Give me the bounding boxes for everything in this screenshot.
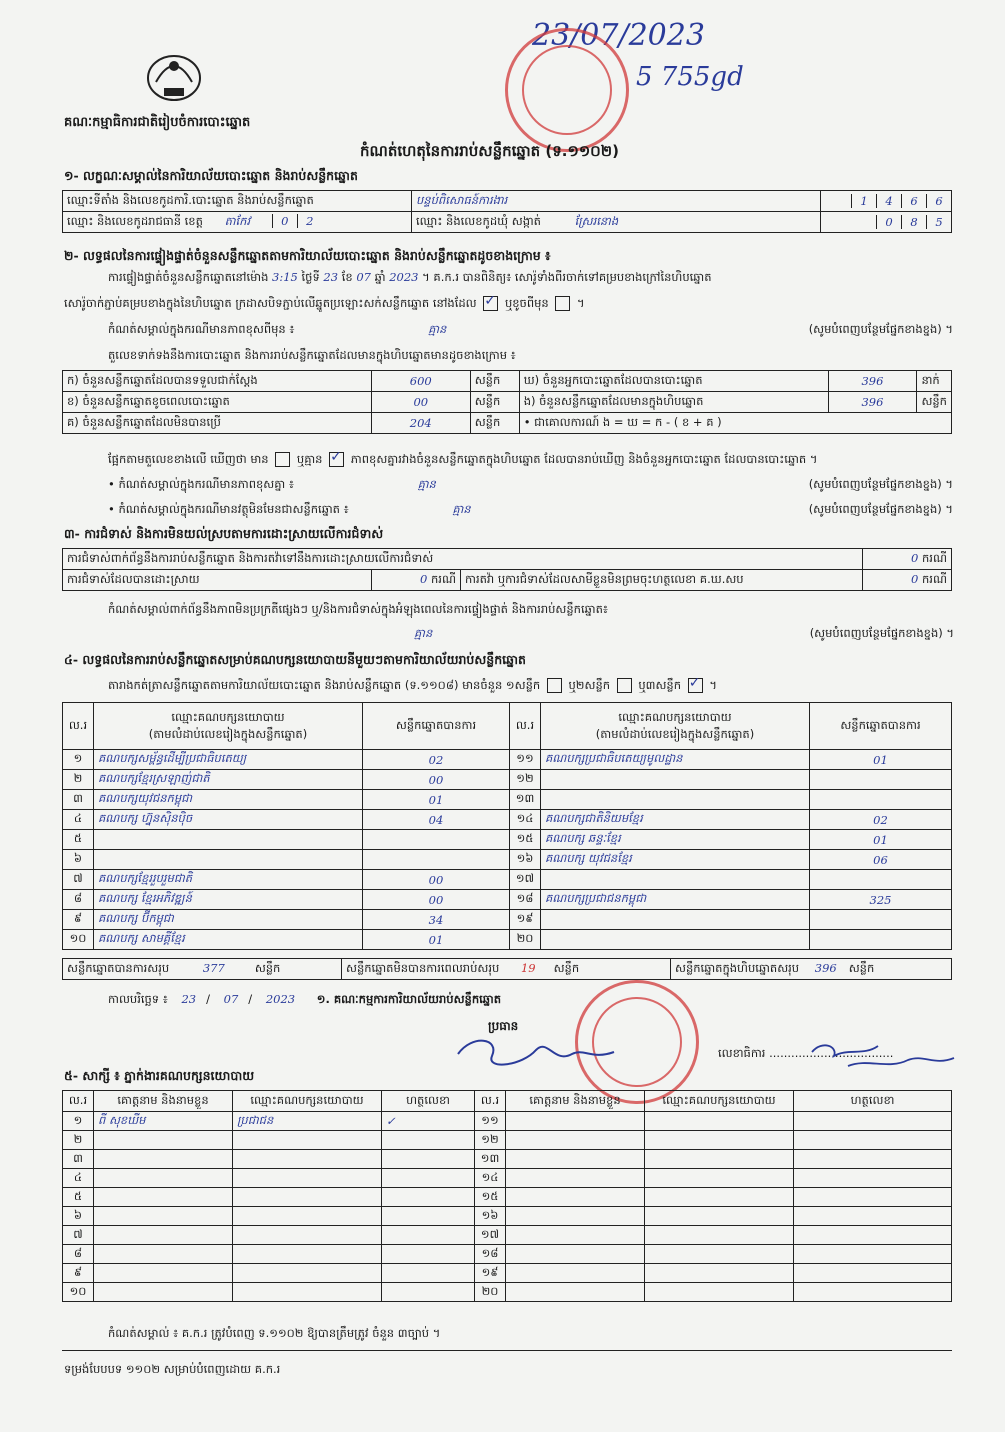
table-cell: 00 xyxy=(363,870,510,890)
table-cell: ៤ xyxy=(63,810,94,830)
table-cell: 04 xyxy=(363,810,510,830)
table-cell: ១៦ xyxy=(475,1207,506,1226)
handwritten-date: 23/07/2023 xyxy=(532,18,705,53)
row1-label: ឈ្មោះទីតាំង និងលេខកូដការិ.បោះឆ្នោត និងរាប់សន្លឹកឆ្នោត xyxy=(63,191,412,212)
table-cell xyxy=(541,770,810,790)
table-cell: ៩ xyxy=(63,1264,94,1283)
table-cell xyxy=(233,1169,382,1188)
table-cell xyxy=(94,1283,233,1302)
has-difference-checkbox[interactable] xyxy=(275,452,290,467)
row1-code: 1 4 6 6 xyxy=(821,191,952,212)
table-cell xyxy=(810,870,952,890)
table-cell: គណបក្ស ប៊ីកម្ពុជា xyxy=(94,910,363,930)
table-cell: ១២ xyxy=(510,770,541,790)
table-cell xyxy=(506,1150,645,1169)
table-row xyxy=(63,750,952,770)
section3-title: ៣- ការជំទាស់ និងការមិនយល់ស្របតាមការដោះស្រាយលើការជំទាស់ xyxy=(64,526,384,541)
table-row xyxy=(63,850,952,870)
table-cell xyxy=(794,1188,952,1207)
table-cell: 325 xyxy=(810,890,952,910)
section1-title: ១- លក្ខណៈសម្គាល់នៃការិយាល័យបោះឆ្នោត និងរាប់សន្លឹកឆ្នោត xyxy=(64,168,358,183)
secretary-signature xyxy=(808,1036,958,1076)
table-row xyxy=(63,1264,952,1283)
table-cell xyxy=(506,1264,645,1283)
table-cell: ៥ xyxy=(63,1188,94,1207)
table-cell: 01 xyxy=(363,790,510,810)
table-cell: គណបក្សយុវជនកម្ពុជា xyxy=(94,790,363,810)
table-cell: ១ xyxy=(63,1112,94,1131)
table-cell: ៨ xyxy=(63,1245,94,1264)
table-cell: 34 xyxy=(363,910,510,930)
three-sheet-checkbox[interactable] xyxy=(688,678,703,693)
table-cell xyxy=(645,1150,794,1169)
chair-signature xyxy=(452,1030,622,1072)
table-row xyxy=(63,1226,952,1245)
table-cell xyxy=(94,850,363,870)
footer-divider xyxy=(62,1350,952,1351)
table-cell xyxy=(363,850,510,870)
table-row xyxy=(63,870,952,890)
table-cell: ២០ xyxy=(475,1283,506,1302)
table-cell xyxy=(363,830,510,850)
table-cell xyxy=(94,1131,233,1150)
figures-intro: តួលេខទាក់ទងនឹងការបោះឆ្នោត និងការរាប់សន្លឹកឆ្នោតដែលមានក្នុងហិបឆ្នោតមានដូចខាងក្រោម ៖ xyxy=(108,348,516,362)
table-cell: ២ xyxy=(63,770,94,790)
table-cell: គណបក្ស ឆន្ទៈខ្មែរ xyxy=(541,830,810,850)
handwritten-ref: 5 755gd xyxy=(636,62,744,92)
table-cell xyxy=(94,1264,233,1283)
table-cell xyxy=(645,1207,794,1226)
table-cell xyxy=(94,1207,233,1226)
note-line: កំណត់សម្គាល់ក្នុងករណីមានភាពខុសពីមុន ៖ គ្មាន (សូមបំពេញបន្ថែមផ្នែកខាងខ្នង) ។ xyxy=(108,322,953,336)
table-row xyxy=(63,930,952,950)
table-cell: គណបក្ស ហ្វ៊ុនស៊ិនប៉ិច xyxy=(94,810,363,830)
table-cell: គណបក្សខ្មែររួបរួមជាតិ xyxy=(94,870,363,890)
table-cell xyxy=(645,1131,794,1150)
table-cell: ១៦ xyxy=(510,850,541,870)
table-cell: ១៣ xyxy=(510,790,541,810)
table-cell: ១១ xyxy=(475,1112,506,1131)
table-cell xyxy=(506,1245,645,1264)
table-cell: ១ xyxy=(63,750,94,770)
table-cell: ១៩ xyxy=(510,910,541,930)
table-cell: ១៩ xyxy=(475,1264,506,1283)
section1-table xyxy=(62,190,952,233)
table-row xyxy=(63,1150,952,1169)
table-cell: ១៧ xyxy=(510,870,541,890)
table-cell xyxy=(794,1226,952,1245)
table-cell xyxy=(233,1226,382,1245)
table-cell: ១៣ xyxy=(475,1150,506,1169)
table-cell: 01 xyxy=(363,930,510,950)
intact-checkbox[interactable] xyxy=(483,296,498,311)
table-cell: 01 xyxy=(810,830,952,850)
table-cell: 06 xyxy=(810,850,952,870)
table-cell: ពី សុខឃីម xyxy=(94,1112,233,1131)
table-cell xyxy=(794,1283,952,1302)
table-cell xyxy=(382,1264,475,1283)
table-cell: 00 xyxy=(363,890,510,910)
table-cell xyxy=(810,930,952,950)
table-cell xyxy=(810,790,952,810)
secretary-label: លេខាធិការ .................................. xyxy=(718,1046,894,1060)
table-cell: ១០ xyxy=(63,930,94,950)
diff-note: • កំណត់សម្គាល់ក្នុងករណីមានភាពខុសគ្នា ៖ គ្មាន (សូមបំពេញបន្ថែមផ្នែកខាងខ្នង) ។ xyxy=(108,477,953,491)
table-cell: គណបក្សជាតិនិយមខ្មែរ xyxy=(541,810,810,830)
witness-table: ល.រ គោត្តនាម និងនាមខ្លួន ឈ្មោះគណបក្សនយោបាយ ហត្ថលេខា ល.រ គោត្តនាម និងនាមខ្លួន ឈ្មោះគណបក្សនយោបាយ ហត្ថលេខា ១ ពី សុខឃីម ប្រជាជន ✓ ១១ ២ ១២ ៣ ១៣ ៤ ១៤ ៥ ១៥ ៦ ១៦ ៧ ១៧ ៨ ១៨ ៩ ១៩ ១០ ២០ xyxy=(62,1090,952,1302)
table-cell xyxy=(645,1283,794,1302)
form-footer: ទម្រង់បែបបទ ១១០២ សម្រាប់បំពេញដោយ គ.ក.រ xyxy=(64,1362,281,1376)
table-cell xyxy=(233,1150,382,1169)
table-cell: ៣ xyxy=(63,1150,94,1169)
footer-note: កំណត់សម្គាល់ ៖ គ.ក.រ ត្រូវបំពេញ ទ.១១០២ ឱ្យបានត្រឹមត្រូវ ចំនួន ៣ច្បាប់ ។ xyxy=(108,1326,441,1340)
table-cell xyxy=(506,1169,645,1188)
table-cell xyxy=(382,1245,475,1264)
table-cell: ១០ xyxy=(63,1283,94,1302)
table-cell: គណបក្សប្រជាធិបតេយ្យមូលដ្ឋាន xyxy=(541,750,810,770)
form-title: កំណត់ហេតុនៃការរាប់សន្លឹកឆ្នោត (ទ.១១០២) xyxy=(360,142,620,160)
table-cell xyxy=(382,1131,475,1150)
table-cell xyxy=(382,1226,475,1245)
table-cell xyxy=(541,870,810,890)
table-cell: គណបក្ស សាមគ្គីខ្មែរ xyxy=(94,930,363,950)
table-cell xyxy=(382,1283,475,1302)
table-cell xyxy=(506,1131,645,1150)
date-line: កាលបរិច្ឆេទ ៖ 23 / 07 / 2023 ១. គណៈកម្មការការិយាល័យរាប់សន្លឹកឆ្នោត xyxy=(108,992,502,1006)
figures-table: ក) ចំនួនសន្លឹកឆ្នោតដែលបានទទួលជាក់ស្តែង 600 សន្លឹក ឃ) ចំនួនអ្នកបោះឆ្នោតដែលបានបោះឆ្នោត 396 នាក់ ខ) ចំនួនសន្លឹកឆ្នោតខូចពេលបោះឆ្នោត 00 សន្លឹក ង) ចំនួនសន្លឹកឆ្នោតដែលមានក្នុងហិបឆ្នោត 396 សន្លឹក គ) ចំនួនសន្លឹកឆ្នោតដែលមិនបានប្រើ 204 សន្លឹក • ជាគោលការណ៍ ង = ឃ = ក - ( ខ + គ ) xyxy=(62,370,952,434)
one-sheet-checkbox[interactable] xyxy=(547,678,562,693)
totals-table: សន្លឹកឆ្នោតបានការសរុប 377 សន្លឹក សន្លឹកឆ្នោតមិនបានការពេលរាប់សរុប 19 សន្លឹក សន្លឹកឆ្នោតក្នុងហិបឆ្នោតសរុប 396 សន្លឹក xyxy=(62,958,952,980)
extra-note: • កំណត់សម្គាល់ក្នុងករណីមានវត្ថុមិនមែនជាសន្លឹកឆ្នោត ៖ គ្មាន (សូមបំពេញបន្ថែមផ្នែកខាងខ្នង) ។ xyxy=(108,502,953,516)
table-cell xyxy=(382,1169,475,1188)
table-cell xyxy=(645,1264,794,1283)
table-cell: គណបក្សខ្មែរស្រឡាញ់ជាតិ xyxy=(94,770,363,790)
row2-label: ឈ្មោះ និងលេខកូដរាជធានី ខេត្ត តាកែវ 0 2 xyxy=(63,212,412,233)
table-cell: ៩ xyxy=(63,910,94,930)
table-row xyxy=(63,1112,952,1131)
table-cell: ១២ xyxy=(475,1131,506,1150)
table-cell xyxy=(506,1226,645,1245)
table-row xyxy=(63,770,952,790)
section3-note-value: គ្មាន (សូមបំពេញបន្ថែមផ្នែកខាងខ្នង) ។ xyxy=(414,626,954,640)
table-cell: ២ xyxy=(63,1131,94,1150)
emblem-logo xyxy=(138,40,210,106)
table-cell xyxy=(645,1169,794,1188)
table-cell xyxy=(94,1169,233,1188)
table-cell xyxy=(382,1150,475,1169)
table-cell: ១៥ xyxy=(510,830,541,850)
table-cell: ៦ xyxy=(63,1207,94,1226)
objection-table: ការជំទាស់ពាក់ព័ន្ធនឹងការរាប់សន្លឹកឆ្នោត និងការតវ៉ាទៅនឹងការដោះស្រាយលើការជំទាស់ 0 ករណី ការជំទាស់ដែលបានដោះស្រាយ 0 ករណី ការតវ៉ា ឬការជំទាស់ដែលសាមីខ្លួនមិនព្រមចុះហត្ថលេខា គ.ឃ.សប 0 ករណី xyxy=(62,548,952,591)
table-cell: ៥ xyxy=(63,830,94,850)
table-cell xyxy=(233,1131,382,1150)
compare-line: ផ្អែកតាមតួលេខខាងលើ ឃើញថា មាន ឬគ្មាន ✓ ភាពខុសគ្នារវាងចំនួនសន្លឹកឆ្នោតក្នុងហិបឆ្នោត ដែលបានរាប់ឃើញ និងចំនួនអ្នកបោះឆ្នោត ដែលបានបោះឆ្នោត ។ xyxy=(108,452,817,469)
table-row xyxy=(63,910,952,930)
section3-note: កំណត់សម្គាល់ពាក់ព័ន្ធនឹងភាពមិនប្រក្រតីផ្សេងៗ ឬ/និងការជំទាស់ក្នុងអំឡុងពេលនៃការផ្ទៀងផ្ទាត់ និងការរាប់សន្លឹកឆ្នោត៖ xyxy=(108,602,608,616)
table-cell xyxy=(794,1169,952,1188)
table-cell xyxy=(645,1188,794,1207)
section4-intro: តារាងកត់ត្រាសន្លឹកឆ្នោតតាមការិយាល័យបោះឆ្នោត និងរាប់សន្លឹកឆ្នោត (ទ.១១០៨) មានចំនួន ១សន្លឹក ឬ២សន្លឹក ឬ៣សន្លឹក ✓ ។ xyxy=(108,678,717,695)
section4-title: ៤- លទ្ធផលនៃការរាប់សន្លឹកឆ្នោតសម្រាប់គណបក្សនយោបាយនីមួយៗតាមការិយាល័យរាប់សន្លឹកឆ្នោត xyxy=(64,652,526,667)
table-cell: គណបក្ស យុវជនខ្មែរ xyxy=(541,850,810,870)
chair-label: ប្រធាន xyxy=(488,1019,519,1033)
table-cell xyxy=(94,1245,233,1264)
verification-line: ការផ្ទៀងផ្ទាត់ចំនួនសន្លឹកឆ្នោតនៅម៉ោង 3:15 ថ្ងៃទី 23 ខែ 07 ឆ្នាំ 2023 ។ គ.ក.រ បានពិនិត្យ៖ សោរ៉ូទាំងពីរចាក់ទៅគម្របខាងក្រៅនៃហិបឆ្នោត xyxy=(108,270,712,284)
table-cell: គណបក្សប្រជាជនកម្ពុជា xyxy=(541,890,810,910)
table-cell: ១៨ xyxy=(475,1245,506,1264)
table-row xyxy=(63,1283,952,1302)
official-seal-top xyxy=(505,28,629,152)
table-row xyxy=(63,890,952,910)
table-cell: ១៨ xyxy=(510,890,541,910)
table-cell xyxy=(233,1283,382,1302)
table-row xyxy=(63,1207,952,1226)
table-cell: 00 xyxy=(363,770,510,790)
table-row xyxy=(63,830,952,850)
table-cell xyxy=(794,1112,952,1131)
table-cell: ៨ xyxy=(63,890,94,910)
table-cell xyxy=(94,1226,233,1245)
table-cell xyxy=(645,1226,794,1245)
table-cell: 02 xyxy=(810,810,952,830)
table-cell xyxy=(94,830,363,850)
table-cell xyxy=(233,1245,382,1264)
table-cell: ✓ xyxy=(382,1112,475,1131)
table-cell: 01 xyxy=(810,750,952,770)
table-cell xyxy=(541,790,810,810)
table-cell xyxy=(506,1188,645,1207)
table-cell: ៤ xyxy=(63,1169,94,1188)
table-row xyxy=(63,790,952,810)
table-cell: ៣ xyxy=(63,790,94,810)
table-cell: ប្រជាជន xyxy=(233,1112,382,1131)
two-sheet-checkbox[interactable] xyxy=(617,678,632,693)
table-cell: ៧ xyxy=(63,870,94,890)
section2-title: ២- លទ្ធផលនៃការផ្ទៀងផ្ទាត់ចំនួនសន្លឹកឆ្នោតតាមការិយាល័យបោះឆ្នោត និងរាប់សន្លឹកឆ្នោតដូចខាងក្រោម ៖ xyxy=(64,248,551,263)
table-cell xyxy=(645,1112,794,1131)
table-cell: ១១ xyxy=(510,750,541,770)
table-cell xyxy=(94,1150,233,1169)
table-cell xyxy=(541,930,810,950)
table-cell: ៦ xyxy=(63,850,94,870)
table-cell xyxy=(794,1264,952,1283)
table-cell xyxy=(94,1188,233,1207)
table-cell xyxy=(810,910,952,930)
committee-name: គណៈកម្មាធិការជាតិរៀបចំការបោះឆ្នោត xyxy=(64,115,251,130)
table-cell xyxy=(506,1112,645,1131)
table-cell xyxy=(382,1207,475,1226)
table-row xyxy=(63,1188,952,1207)
row1-value: បន្ទប់ពិសោធន៍ការងារ xyxy=(412,191,821,212)
table-cell: ១៥ xyxy=(475,1188,506,1207)
table-cell: 02 xyxy=(363,750,510,770)
table-row xyxy=(63,1245,952,1264)
table-cell xyxy=(541,910,810,930)
table-cell xyxy=(794,1245,952,1264)
table-row xyxy=(63,1169,952,1188)
table-cell: ៧ xyxy=(63,1226,94,1245)
table-cell xyxy=(233,1188,382,1207)
table-cell xyxy=(794,1207,952,1226)
section5-title: ៥- សាក្សី ៖ ភ្នាក់ងារគណបក្សនយោបាយ xyxy=(64,1068,255,1083)
table-cell xyxy=(506,1207,645,1226)
table-cell: ២០ xyxy=(510,930,541,950)
no-difference-checkbox[interactable] xyxy=(329,452,344,467)
table-cell xyxy=(810,770,952,790)
seal-line: សោរ៉ូចាក់ភ្ជាប់គម្របខាងក្នុងនៃហិបឆ្នោត ក្រដាសបិទភ្ជាប់លើឆ្នូតប្រឡោះសក់សន្លឹកឆ្នោត នៅងដែល ✓ ឬខូចពីមុន ។ xyxy=(64,296,585,313)
table-cell xyxy=(506,1283,645,1302)
table-cell: គណបក្ស ខ្មែរអភិវឌ្ឍន៍ xyxy=(94,890,363,910)
table-cell: គណបក្សសម្ព័ន្ធដើម្បីប្រជាធិបតេយ្យ xyxy=(94,750,363,770)
table-cell: ១៧ xyxy=(475,1226,506,1245)
row2-commune: ឈ្មោះ និងលេខកូដឃុំ សង្កាត់ ស្រែរនោង xyxy=(412,212,821,233)
table-row xyxy=(63,810,952,830)
table-cell xyxy=(794,1131,952,1150)
table-cell xyxy=(233,1264,382,1283)
results-table: ល.រ ឈ្មោះគណបក្សនយោបាយ (តាមលំដាប់លេខរៀងក្នុងសន្លឹកឆ្នោត) សន្លឹកឆ្នោតបានការ ល.រ ឈ្មោះគណបក្សនយោបាយ (តាមលំដាប់លេខរៀងក្នុងសន្លឹកឆ្នោត) សន្លឹកឆ្នោតបានការ ១ គណបក្សសម្ព័ន្ធដើម្បីប្រជាធិបតេយ្យ 02 ១១ គណបក្សប្រជាធិបតេយ្យមូលដ្ឋាន 01 ២ គណបក្សខ្មែរស្រឡាញ់ជាតិ 00 ១២ ៣ គណបក្សយុវជនកម្ពុជា 01 ១៣ ៤ គណបក្ស ហ្វ៊ុនស៊ិនប៉ិច 04 ១៤ គណបក្សជាតិនិយមខ្មែរ 02 ៥ ១៥ គណបក្ស ឆន្ទៈខ្មែរ 01 ៦ ១៦ គណបក្ស យុវជនខ្មែរ 06 ៧ គណបក្សខ្មែររួបរួមជាតិ 00 ១៧ ៨ គណបក្ស ខ្មែរអភិវឌ្ឍន៍ 00 ១៨ គណបក្សប្រជាជនកម្ពុជា 325 ៩ គណបក្ស ប៊ីកម្ពុជា 34 ១៩ ១០ គណបក្ស សាមគ្គីខ្មែរ 01 ២០ xyxy=(62,702,952,950)
table-cell xyxy=(794,1150,952,1169)
row2-commune-code: 0 8 5 xyxy=(821,212,952,233)
table-cell xyxy=(233,1207,382,1226)
table-cell: ១៤ xyxy=(510,810,541,830)
damaged-checkbox[interactable] xyxy=(555,296,570,311)
table-row xyxy=(63,1131,952,1150)
table-cell: ១៤ xyxy=(475,1169,506,1188)
table-cell xyxy=(645,1245,794,1264)
table-cell xyxy=(382,1188,475,1207)
